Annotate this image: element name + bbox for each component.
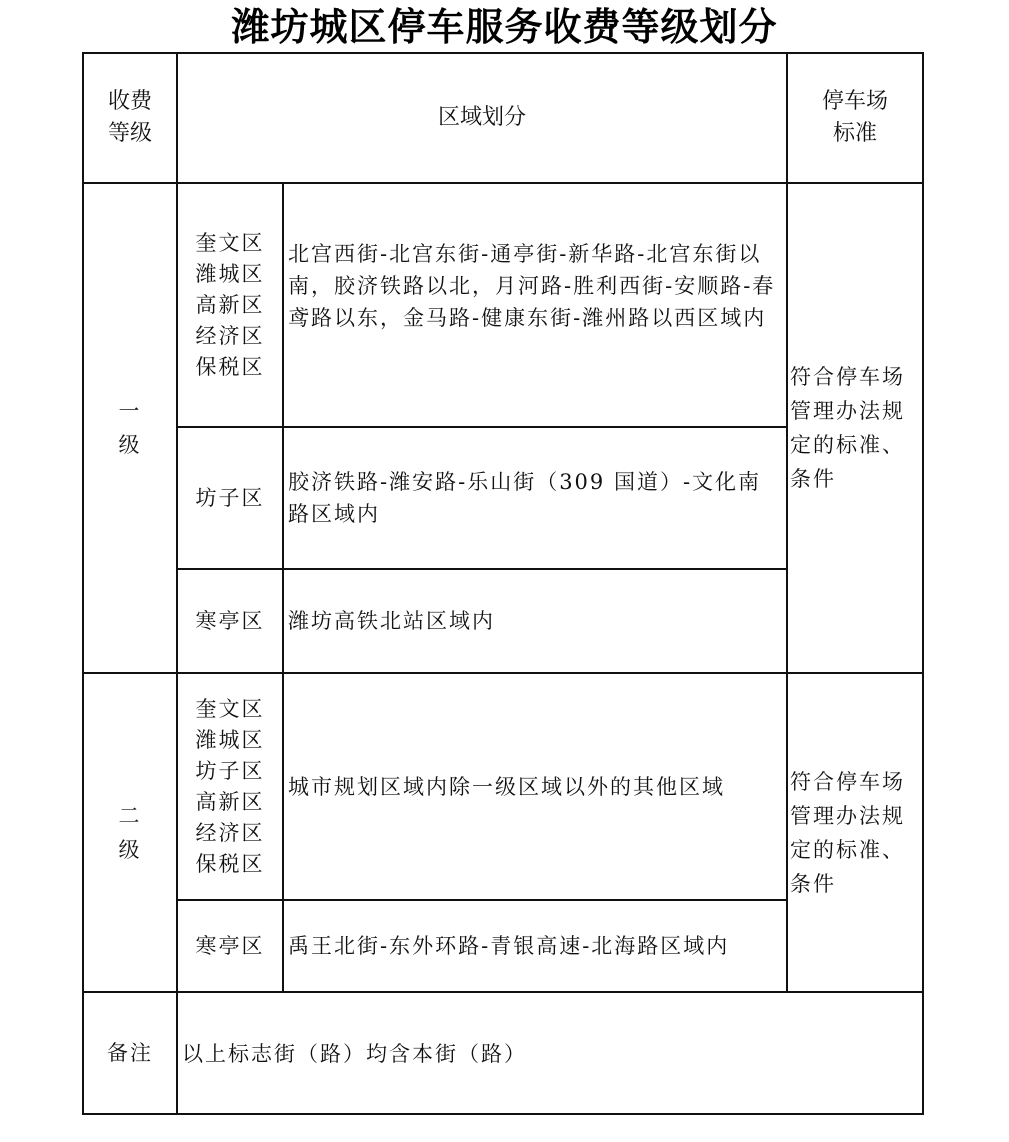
parking-fee-table	[82, 52, 924, 1115]
level-2-districts: 奎文区 潍城区 坊子区 高新区 经济区 保税区	[177, 673, 283, 900]
level-1-districts: 寒亭区	[177, 569, 283, 673]
remarks-row	[83, 992, 923, 1114]
table-row	[83, 183, 923, 427]
remarks-text: 以上标志街（路）均含本街（路）	[177, 992, 923, 1114]
level-1-districts: 坊子区	[177, 427, 283, 569]
level-1-region-description: 北宫西街-北宫东街-通亭街-新华路-北宫东街以南，胶济铁路以北，月河路-胜利西街-安顺路-春鸢路以东，金马路-健康东街-潍州路以西区域内	[283, 183, 787, 427]
table-row	[83, 673, 923, 900]
level-1-label: 一 级	[83, 183, 177, 673]
level-2-standard: 符合停车场管理办法规定的标准、条件	[787, 673, 923, 992]
remarks-label: 备注	[83, 992, 177, 1114]
header-fee-level: 收费 等级	[83, 53, 177, 183]
level-2-label: 二 级	[83, 673, 177, 992]
level-1-region-description: 潍坊高铁北站区域内	[283, 569, 787, 673]
level-1-region-description: 胶济铁路-潍安路-乐山街（309 国道）-文化南路区域内	[283, 427, 787, 569]
header-parking-standard: 停车场 标准	[787, 53, 923, 183]
header-region: 区域划分	[177, 53, 787, 183]
level-1-districts: 奎文区 潍城区 高新区 经济区 保税区	[177, 183, 283, 427]
document-title: 潍坊城区停车服务收费等级划分	[231, 4, 778, 49]
header-row	[83, 53, 923, 183]
level-2-region-description: 城市规划区域内除一级区域以外的其他区域	[283, 673, 787, 900]
level-2-region-description: 禹王北街-东外环路-青银高速-北海路区域内	[283, 900, 787, 992]
level-1-standard: 符合停车场管理办法规定的标准、条件	[787, 183, 923, 673]
level-2-districts: 寒亭区	[177, 900, 283, 992]
